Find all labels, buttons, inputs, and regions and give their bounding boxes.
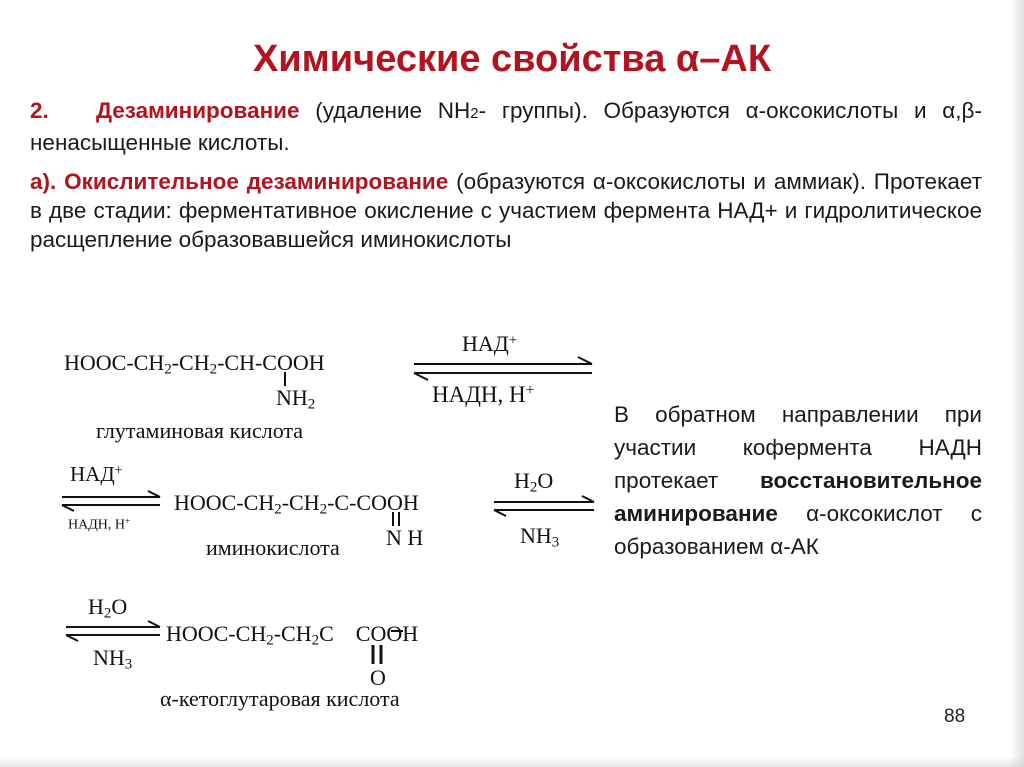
para2-term: а). Окислительное дезаминирование	[30, 169, 449, 194]
side-note	[614, 398, 982, 563]
side-text1: В обратном направлении при участии кофермента НАДН протекает	[614, 402, 982, 493]
side-bold: восстановительное аминирование	[614, 468, 982, 526]
ketoglutarate-name: α-кетоглутаровая кислота	[160, 686, 400, 711]
iminoacid-nh: N H	[386, 525, 424, 550]
arrow2-bottom-label: $NH_3$	[520, 523, 560, 551]
para1-text2: - группы). Образуются α-оксокислоты и α,β-ненасыщенные кислоты.	[30, 98, 982, 155]
keto-arrow-bottom-label: $NH_3$	[93, 645, 133, 673]
ketoglutarate-formula: HOOC-$CH_2-CH_2C$ COOH	[166, 621, 419, 649]
arrow1-forward-head	[578, 357, 592, 364]
arrow2-top-label: $H_2O$	[514, 468, 554, 496]
page-number: 88	[944, 706, 966, 727]
ketoglutarate-oxygen: O	[370, 665, 386, 690]
para1-term: Дезаминирование	[95, 98, 300, 123]
arrow1-reverse-head	[414, 373, 428, 380]
para2-text: (образуются α-оксокислоты и аммиак). Протекает в две стадии: ферментативное окисление с участием фермента НАД+ и гидролитическое расщепление образовавшейся иминокислоты	[30, 169, 982, 252]
glutamate-nh2: $NH_2$	[276, 385, 316, 413]
imino-arrow-top-label: НАД+	[70, 462, 123, 486]
keto-arrow-top-label: $H_2O$	[88, 594, 128, 622]
arrow1-bottom-label: НАДН, Н+	[432, 382, 535, 408]
slide-title: Химические свойства α–АК	[252, 38, 772, 80]
glutamate-name: глутаминовая кислота	[96, 418, 304, 443]
side-text2: α-оксокислот с образованием α-АК	[614, 501, 982, 559]
arrow1-top-label: НАД+	[462, 331, 518, 356]
glutamate-formula: HOOC-$CH_2-CH_2-CH$-COOH	[64, 350, 325, 378]
para1-sub: 2	[470, 105, 479, 122]
iminoacid-name: иминокислота	[206, 535, 340, 560]
para1-number: 2.	[30, 98, 49, 123]
iminoacid-formula: HOOC-$CH_2-CH_2-C$-COOH	[174, 490, 419, 518]
para1-text1: (удаление NH	[299, 98, 471, 123]
imino-arrow-bottom-label: НАДН, Н+	[68, 517, 131, 533]
